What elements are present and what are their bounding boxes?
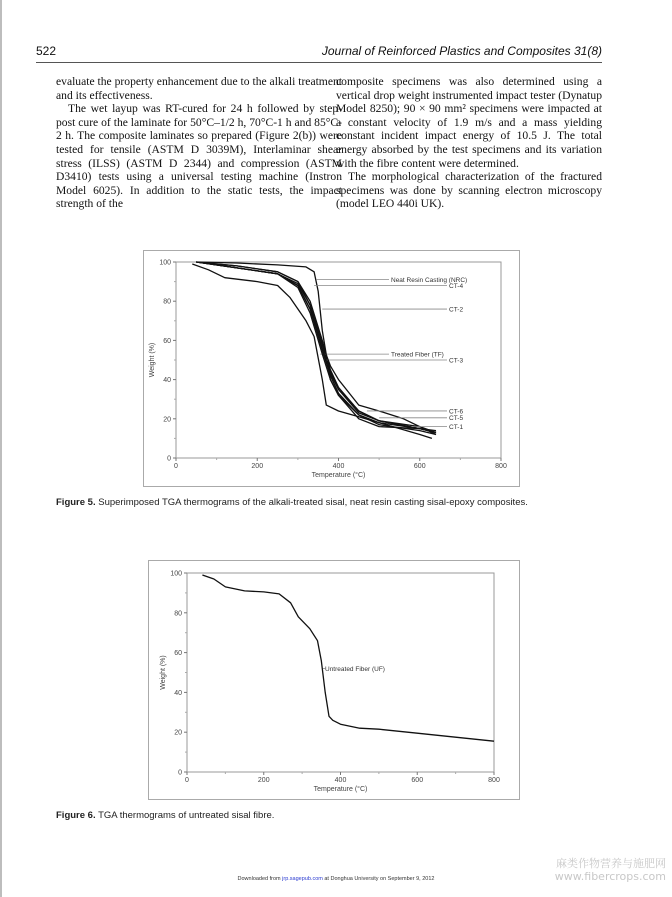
y-tick-label: 80 bbox=[163, 298, 171, 306]
x-tick-label: 0 bbox=[185, 777, 189, 784]
page-left-edge bbox=[0, 0, 2, 897]
figure-5-chart bbox=[143, 250, 520, 487]
series-label: CT-2 bbox=[449, 306, 464, 314]
series-label: CT-3 bbox=[449, 357, 464, 365]
series-label: CT-1 bbox=[449, 423, 464, 431]
body-column-right bbox=[336, 75, 602, 211]
page-number: 522 bbox=[36, 44, 57, 58]
source-link[interactable]: jrp.sagepub.com bbox=[282, 876, 323, 882]
y-tick-label: 60 bbox=[163, 337, 171, 345]
series-label: Treated Fiber (TF) bbox=[391, 351, 444, 359]
y-tick-label: 0 bbox=[178, 769, 182, 777]
y-axis-label: Weight (%) bbox=[160, 655, 167, 690]
x-tick-label: 600 bbox=[413, 463, 426, 470]
x-tick-label: 400 bbox=[332, 463, 345, 470]
y-tick-label: 40 bbox=[174, 689, 182, 697]
series-label: CT-6 bbox=[449, 408, 464, 416]
y-tick-label: 20 bbox=[174, 729, 182, 737]
x-tick-label: 800 bbox=[495, 463, 507, 470]
series-label: Untreated Fiber (UF) bbox=[325, 665, 385, 673]
y-tick-label: 100 bbox=[159, 259, 171, 267]
x-tick-label: 200 bbox=[257, 777, 270, 784]
y-tick-label: 100 bbox=[170, 570, 182, 578]
series-label: CT-5 bbox=[449, 415, 464, 423]
x-tick-label: 600 bbox=[411, 777, 424, 784]
caption-text: Superimposed TGA thermograms of the alkali-treated sisal, neat resin casting sisal-epoxy composites. bbox=[98, 497, 528, 508]
caption-label: Figure 6. bbox=[56, 810, 96, 821]
watermark: 麻类作物营养与施肥网 www.fibercrops.com bbox=[554, 857, 666, 883]
running-header bbox=[36, 42, 602, 63]
journal-title: Journal of Reinforced Plastics and Composites 31(8) bbox=[321, 44, 602, 58]
caption-text: TGA thermograms of untreated sisal fibre. bbox=[98, 810, 275, 821]
figure-5-caption bbox=[56, 497, 528, 508]
y-tick-label: 60 bbox=[174, 650, 182, 658]
y-tick-label: 20 bbox=[163, 416, 171, 424]
body-column-left bbox=[56, 75, 342, 211]
x-axis-label: Temperature (°C) bbox=[311, 472, 366, 479]
y-tick-label: 0 bbox=[167, 455, 171, 463]
paragraph: The morphological characterization of the fractured specimens was done by scanning electron microscopy (model LEO 440i UK). bbox=[336, 170, 602, 211]
tga-chart-svg bbox=[144, 251, 519, 486]
figure-6-chart bbox=[148, 560, 520, 800]
series-label: Neat Resin Casting (NRC) bbox=[391, 276, 468, 284]
tga-chart-svg bbox=[149, 561, 519, 799]
x-tick-label: 800 bbox=[488, 777, 500, 784]
x-tick-label: 400 bbox=[334, 777, 347, 784]
x-axis-label: Temperature (°C) bbox=[313, 786, 368, 793]
download-footer: Downloaded from jrp.sagepub.com at Donghua University on September 9, 2012 bbox=[237, 876, 435, 882]
figure-6-caption bbox=[56, 810, 274, 821]
paragraph: evaluate the property enhancement due to the alkali treatment and its effectiveness. bbox=[56, 75, 342, 102]
y-tick-label: 40 bbox=[163, 377, 171, 385]
series-line bbox=[202, 575, 494, 741]
series-label: CT-4 bbox=[449, 282, 464, 290]
x-tick-label: 0 bbox=[174, 463, 178, 470]
x-tick-label: 200 bbox=[251, 463, 264, 470]
y-tick-label: 80 bbox=[174, 610, 182, 618]
paragraph: The wet layup was RT-cured for 24 h followed by step-post cure of the laminate for 50°C–1/2 h, 70°C-1 h and 85°C-2 h. The composite laminates so prepared (Figure 2(b)) were tested for tensile (ASTM D 3039M), Interlaminar shear stress (ILSS) (ASTM D 2344) and compression (ASTM D3410) tests using a universal testing machine (Instron Model 6025). In addition to the static tests, the impact strength of the bbox=[56, 102, 342, 211]
paragraph: composite specimens was also determined using a vertical drop weight instrumented impact tester (Dynatup Model 8250); 90 × 90 mm² specimens were impacted at a constant velocity of 1.9 m/s and a mass yielding constant incident impact energy of 10.5 J. The total energy absorbed by the test specimens and its variation with the fibre content were determined. bbox=[336, 75, 602, 170]
caption-label: Figure 5. bbox=[56, 497, 96, 508]
y-axis-label: Weight (%) bbox=[149, 342, 156, 378]
